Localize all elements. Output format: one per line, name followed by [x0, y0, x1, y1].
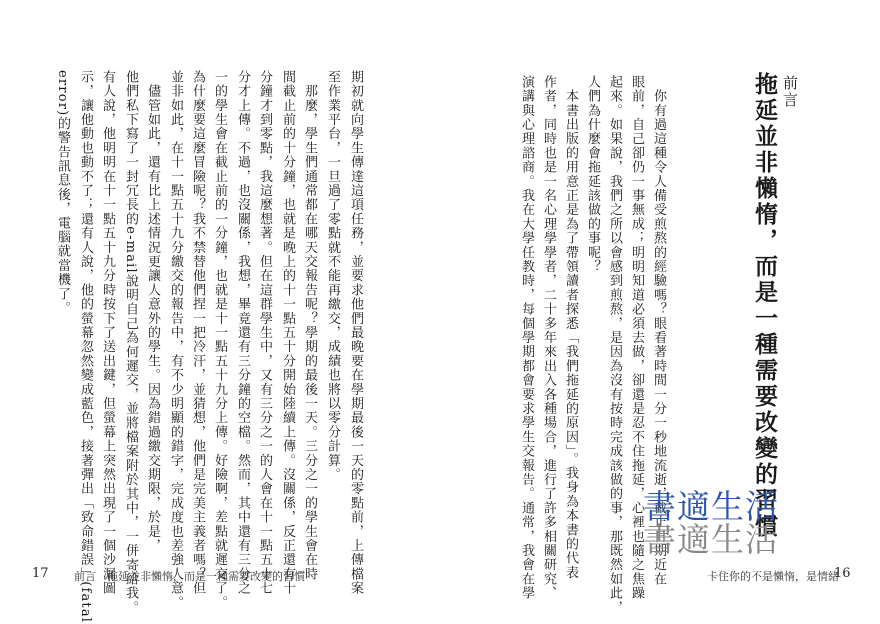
watermark-blue: 書適生活 — [643, 487, 779, 526]
body-column: 並非如此，在十一點五十九分繳交的報告中，有不少明顯的錯字，完成度也差強人意。 — [168, 70, 183, 610]
chapter-title: 拖延並非懶惰，而是一種需要改變的習慣 — [751, 72, 777, 540]
page-number: 17 — [32, 566, 49, 581]
running-head: 卡住你的不是懶惰，是情緒 — [707, 571, 839, 583]
body-column: 作者，同時也是一名心理學學者，二十多年來出入各種場合，進行了許多相關研究、 — [541, 75, 556, 601]
body-column: 本書出版的用意正是為了帶領讀者探悉「我們拖延的原因」。我身為本書的代表 — [563, 75, 578, 580]
body-column: 為什麼要這麼冒險呢？我不禁替他們捏一把冷汗，並猜想，他們是完美主義者嗎？但 — [190, 70, 205, 596]
body-column: 示，讓他動也動不了；還有人說，他的螢幕忽然變成藍色，接著彈出「致命錯誤」(fatal — [78, 70, 93, 624]
body-column: 分才上傳。不過，也沒關係，我想，畢竟還有三分鐘的空檔。然而，其中還有三分之 — [235, 70, 250, 596]
body-column: 分鐘才到零點，我這麼想著。但在這群學生中，又有三分之一的人會在十一點五十七 — [257, 70, 272, 596]
body-column: 儘管如此，還有比上述情況更讓人意外的學生。因為錯過繳交期限，於是， — [145, 70, 160, 553]
running-head: 前言 拖延並非懶惰，而是一種需要改變的習慣 — [74, 571, 305, 583]
watermark-gray: 書適生活 — [643, 520, 779, 559]
body-column: 他們私下寫了一封冗長的e-mail說明自己為何遲交，並將檔案附於其中，一併寄給我。 — [123, 70, 138, 615]
body-column: 期初就向學生傳達這項任務，並要求他們最晚要在學期最後一天的零點前，上傳檔案 — [348, 70, 363, 596]
body-column: 間截止前的十分鐘，也就是晚上的十一點五十分開始陸續上傳。沒關係，反正還有十 — [280, 70, 295, 596]
body-column: 有人說，他明明在十一點五十九分時按下了送出鍵，但螢幕上突然出現了一個沙漏圖 — [100, 70, 115, 596]
body-column: 你有過這種令人備受煎熬的經驗嗎？眼看著時間一分一秒地流逝，截止日期近在 — [651, 75, 666, 587]
page-number: 16 — [834, 566, 851, 581]
body-column: 那麼，學生們通常都在哪天交報告呢？學期的最後一天。三分之一的學生會在時 — [302, 70, 317, 582]
body-column: 眼前，自己卻仍一事無成；明明知道必須去做，卻還是忍不住拖延，心裡也隨之焦躁 — [629, 75, 644, 601]
body-column: error)的警告訊息後，電腦就當機了。 — [55, 70, 70, 316]
body-column: 一的學生會在截止前的一分鐘，也就是十一點五十九分上傳。好險啊，差點就遲交了。 — [212, 70, 227, 610]
chapter-kicker: 前言 — [781, 75, 799, 109]
body-column: 至作業平台，一旦過了零點就不能再繳交，成績也將以零分計算。 — [325, 70, 340, 482]
body-column: 起來。如果說，我們之所以會感到煎熬，是因為沒有按時完成該做的事，那既然如此， — [607, 75, 622, 615]
body-column: 人們為什麼會拖延該做的事呢？ — [585, 75, 600, 274]
body-column: 演講與心理諮商。我在大學任教時，每個學期都會要求學生交報告。通常，我會在學 — [519, 75, 534, 601]
